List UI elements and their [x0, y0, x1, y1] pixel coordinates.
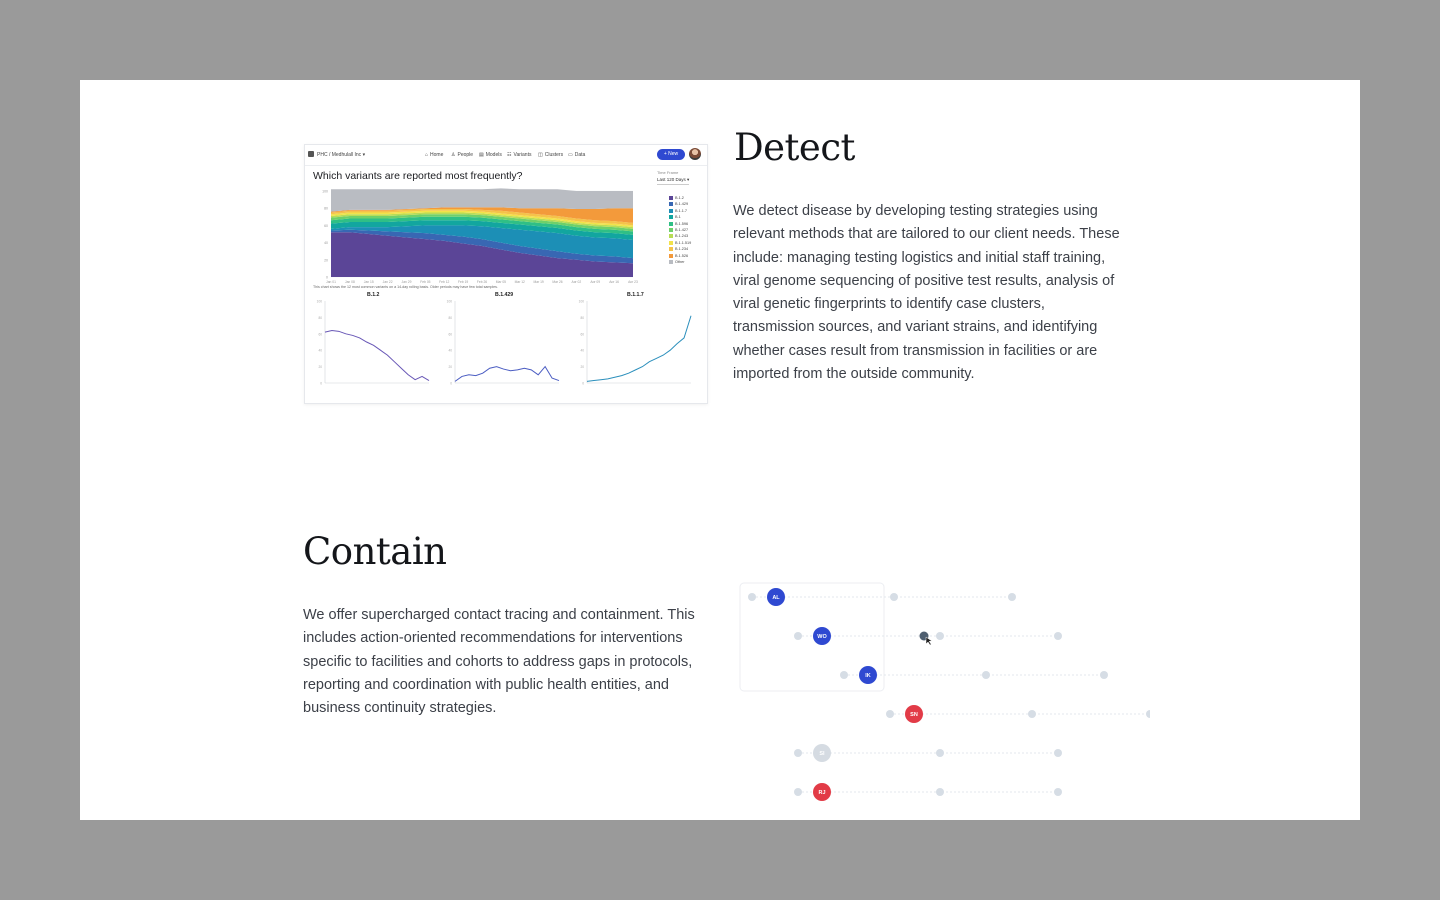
legend-label: B.1.1.519 [675, 240, 692, 245]
app-logo-icon [308, 151, 314, 157]
timeline-dot[interactable] [794, 632, 802, 640]
legend-swatch [669, 228, 673, 232]
timeline-dot[interactable] [1100, 671, 1108, 679]
new-button[interactable]: + New [657, 149, 685, 160]
y-tick-label: 20 [324, 258, 328, 263]
people-icon: ♙ [451, 152, 456, 158]
variant-area-svg [313, 187, 663, 283]
legend-label: B.1.2 [675, 196, 684, 200]
nav-item-variants[interactable]: ☷ Variants [507, 152, 532, 158]
clusters-icon: ◫ [538, 152, 543, 158]
app-screenshot [304, 144, 708, 404]
x-tick-label: Mar 19 [533, 280, 544, 283]
x-tick-label: Apr 02 [571, 280, 582, 283]
line-series-b-1-1-7 [587, 316, 691, 382]
legend-swatch [669, 202, 673, 206]
y-tick-label: 40 [448, 348, 452, 353]
y-tick-label: 60 [318, 332, 322, 337]
y-tick-label: 100 [578, 299, 584, 304]
detect-body: We detect disease by developing testing strategies using relevant methods that are tailored to our client needs. These include: managing testing logistics and initial staff training, viral genome sequencing of positive test results, analysis of viral genetic fingerprints to identify case clusters, transmission sources, and variant strains, and identifying whether cases result from transmission in facilities or are imported from the outside community. [733, 203, 1120, 383]
timeline-dot[interactable] [936, 749, 944, 757]
person-initials: SN [910, 712, 918, 718]
y-tick-label: 60 [448, 332, 452, 337]
y-tick-label: 40 [318, 348, 322, 353]
legend-swatch [669, 241, 673, 245]
chart-title: Which variants are reported most frequently? [313, 170, 523, 182]
x-tick-label: Mar 05 [495, 280, 507, 283]
small-chart-b117 [573, 297, 697, 393]
legend-label: B.1.596 [675, 221, 689, 226]
legend-swatch [669, 215, 673, 219]
contain-heading: Contain [303, 530, 447, 573]
x-tick-label: Mar 26 [552, 280, 563, 283]
legend-label: B.1 [675, 215, 681, 220]
small-chart-b12 [311, 297, 435, 393]
timeline-dot[interactable] [794, 749, 802, 757]
legend-swatch [669, 209, 673, 213]
y-tick-label: 40 [324, 241, 328, 246]
small-chart-title-b12: B.1.2 [367, 292, 380, 298]
timeline-dot[interactable] [886, 710, 894, 718]
nav-item-models[interactable]: ▤ Models [479, 152, 502, 158]
y-tick-label: 80 [318, 315, 322, 320]
contact-tracing-graph [730, 575, 1150, 820]
time-frame-select[interactable]: Last 120 Days ▾ [657, 177, 689, 185]
y-tick-label: 80 [324, 206, 328, 211]
x-tick-label: Jan 22 [382, 280, 393, 283]
small-chart-title-b1429: B.1.429 [495, 292, 514, 298]
x-tick-label: Apr 23 [628, 280, 638, 283]
avatar[interactable] [689, 148, 701, 160]
variant-area-chart [313, 187, 663, 288]
detect-heading: Detect [734, 126, 855, 169]
y-tick-label: 80 [448, 315, 452, 320]
legend-label: B.1.1.7 [675, 208, 688, 213]
y-tick-label: 0 [450, 381, 452, 386]
nav-item-people[interactable]: ♙ People [451, 152, 474, 158]
nav-item-data[interactable]: ▭ Data [568, 152, 586, 158]
models-icon: ▤ [479, 152, 484, 158]
x-tick-label: Jan 08 [344, 280, 355, 283]
legend-swatch [669, 247, 673, 251]
nav-item-clusters[interactable]: ◫ Clusters [538, 152, 564, 158]
y-tick-label: 80 [580, 315, 584, 320]
contact-graph-svg [730, 575, 1150, 820]
person-initials: RJ [818, 790, 826, 796]
legend-swatch [669, 222, 673, 226]
person-initials: SI [819, 751, 825, 757]
timeline-dot[interactable] [890, 593, 898, 601]
x-tick-label: Jan 01 [326, 280, 336, 283]
timeline-dot[interactable] [1054, 749, 1062, 757]
chart-legend [669, 196, 691, 266]
data-icon: ▭ [568, 152, 573, 158]
line-series-b-1-2 [325, 331, 429, 381]
timeline-dot[interactable] [794, 788, 802, 796]
x-tick-label: Jan 29 [401, 280, 412, 283]
x-tick-label: Apr 16 [609, 280, 619, 283]
y-tick-label: 0 [582, 381, 584, 386]
chart-caption: This chart shows the 12 most common variants on a 14-day rolling basis. Older periods may have few total samples. [313, 285, 498, 289]
time-frame-label: Time Frame [657, 170, 679, 175]
legend-label: Other [675, 259, 685, 264]
y-tick-label: 20 [318, 365, 322, 370]
cursor-icon [926, 637, 932, 645]
x-tick-label: Jan 15 [363, 280, 374, 283]
legend-label: B.1.526 [675, 253, 689, 258]
line-series-b-1-429 [455, 367, 559, 382]
small-chart-b1429 [441, 297, 565, 393]
y-tick-label: 20 [580, 365, 584, 370]
y-tick-label: 20 [448, 365, 452, 370]
y-tick-label: 100 [316, 299, 322, 304]
y-tick-label: 60 [580, 332, 584, 337]
legend-label: B.1.234 [675, 247, 689, 252]
person-initials: IK [865, 673, 871, 679]
home-icon: ⌂ [425, 152, 429, 158]
y-tick-label: 40 [580, 348, 584, 353]
timeline-dot[interactable] [982, 671, 990, 679]
legend-label: B.1.243 [675, 234, 689, 239]
person-initials: AL [772, 595, 780, 601]
timeline-dot[interactable] [840, 671, 848, 679]
y-tick-label: 60 [324, 223, 328, 228]
timeline-dot[interactable] [748, 593, 756, 601]
legend-swatch [669, 260, 673, 264]
legend-swatch [669, 234, 673, 238]
legend-swatch [669, 254, 673, 258]
y-tick-label: 0 [320, 381, 322, 386]
small-chart-title-b117: B.1.1.7 [627, 292, 644, 298]
legend-item-other [669, 260, 691, 266]
x-tick-label: Feb 05 [420, 280, 431, 283]
x-tick-label: Feb 12 [439, 280, 450, 283]
legend-label: B.1.427 [675, 227, 689, 232]
y-tick-label: 100 [322, 189, 328, 194]
timeline-dot[interactable] [936, 788, 944, 796]
timeline-dot[interactable] [936, 632, 944, 640]
contain-body: We offer supercharged contact tracing and containment. This includes action-oriented recommendations for interventions specific to facilities and cohorts to address gaps in protocols, reporting and coordination with public health entities, and business continuity strategies. [303, 607, 695, 717]
timeline-dot[interactable] [1028, 710, 1036, 718]
breadcrumb[interactable]: PHC / Medhulall Inc ▾ [317, 152, 366, 158]
page [80, 80, 1360, 820]
x-tick-label: Feb 26 [476, 280, 488, 283]
timeline-dot[interactable] [1146, 710, 1150, 718]
x-tick-label: Feb 19 [457, 280, 469, 283]
timeline-dot[interactable] [1054, 632, 1062, 640]
legend-swatch [669, 196, 673, 200]
variants-icon: ☷ [507, 152, 512, 158]
nav-item-home[interactable]: ⌂ Home [425, 152, 444, 158]
timeline-dot[interactable] [1054, 788, 1062, 796]
x-tick-label: Apr 09 [590, 280, 601, 283]
timeline-dot[interactable] [1008, 593, 1016, 601]
legend-label: B.1.429 [675, 202, 689, 207]
y-tick-label: 100 [446, 299, 452, 304]
y-tick-label: 0 [326, 275, 328, 280]
x-tick-label: Mar 12 [514, 280, 525, 283]
app-topbar [305, 145, 707, 166]
person-initials: WO [817, 634, 827, 640]
